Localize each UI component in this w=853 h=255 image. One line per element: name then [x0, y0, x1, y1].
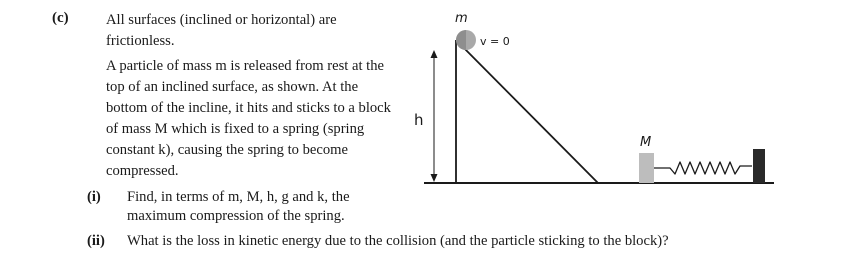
intro-paragraph: All surfaces (inclined or horizontal) are frictionless.: [106, 12, 337, 49]
part-label: (c): [52, 10, 69, 26]
incline-slope: [456, 40, 598, 183]
particle-label: m: [455, 11, 468, 26]
subpart-line: What is the loss in kinetic energy due to the collision (and the particle sticking to the block)?: [127, 233, 669, 249]
subpart-label: (i): [87, 189, 101, 205]
intro-paragraph: A particle of mass m is released from rest at the top of an inclined surface, as shown. At the bottom of the incline, it hits and sticks to a block of mass M which is fixed to a spring (spring constant k), causing the spring to become compressed.: [106, 58, 391, 179]
height-arrow-head-top: [431, 50, 438, 58]
height-arrow-head-bottom: [431, 174, 438, 182]
subpart-line: Find, in terms of m, M, h, g and k, the: [127, 189, 350, 205]
subpart-line: maximum compression of the spring.: [127, 208, 345, 224]
velocity-label: v = 0: [480, 35, 510, 48]
incline-spring-diagram: [400, 0, 853, 255]
block-label: M: [640, 135, 652, 150]
block: [639, 153, 654, 183]
question-intro: [106, 10, 396, 182]
wall: [753, 149, 765, 183]
particle-shadow: [456, 30, 466, 50]
subpart-text: [127, 188, 350, 226]
spring: [654, 162, 752, 174]
subpart-label: (ii): [87, 233, 105, 249]
height-label: h: [414, 111, 424, 129]
